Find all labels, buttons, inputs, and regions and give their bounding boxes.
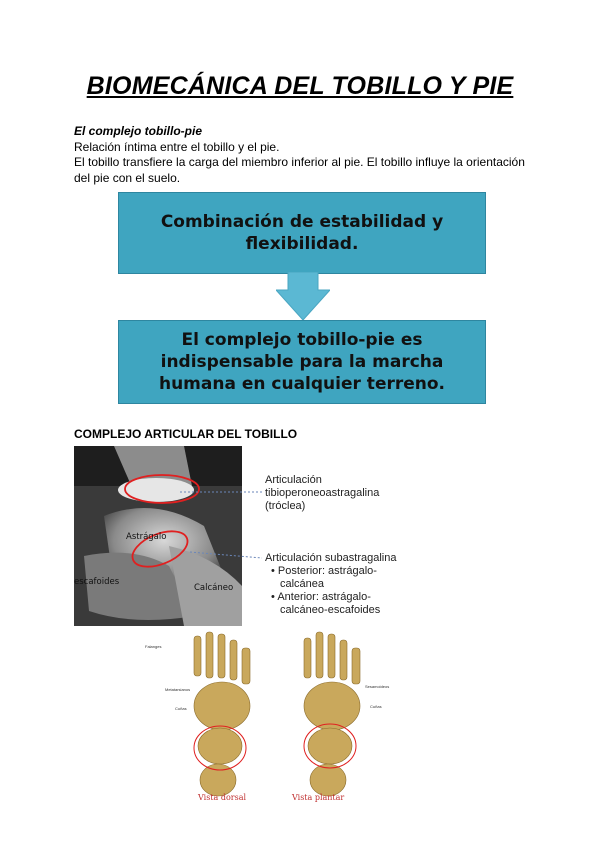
foot-bones-illustration bbox=[140, 628, 470, 804]
intro-block bbox=[74, 124, 544, 186]
annotation-bullet-2: • Anterior: astrágalo- calcáneo-escafoides bbox=[271, 591, 381, 616]
intro-line-1: Relación íntima entre el tobillo y el pie. bbox=[74, 139, 280, 154]
page-title: BIOMECÁNICA DEL TOBILLO Y PIE bbox=[86, 72, 514, 100]
flow-diagram bbox=[118, 192, 488, 410]
svg-text:Falanges: Falanges bbox=[145, 644, 162, 649]
svg-text:Cuñas: Cuñas bbox=[370, 704, 382, 709]
svg-text:Cuñas: Cuñas bbox=[175, 706, 187, 711]
intro-line-2: El tobillo transfiere la carga del miembro inferior al pie. El tobillo influye la orientación del pie con el suelo. bbox=[74, 155, 525, 185]
svg-text:Metatarsianos: Metatarsianos bbox=[165, 687, 191, 692]
svg-text:Sesamoideos: Sesamoideos bbox=[365, 684, 390, 689]
diagram-box-1: Combinación de estabilidad y flexibilidad. bbox=[118, 192, 486, 274]
annotation-pointers bbox=[180, 470, 270, 570]
down-arrow-icon bbox=[276, 272, 330, 322]
annotation-bullet-1: • Posterior: astrágalo- calcánea bbox=[271, 565, 377, 590]
xray-label-astragalo: Astrágalo bbox=[126, 532, 167, 542]
foot-plantar-image bbox=[291, 632, 389, 802]
foot-dorsal-image bbox=[145, 632, 250, 802]
label-vista-plantar: Vista plantar bbox=[292, 793, 345, 802]
annotation-tibioperoneo: Articulación tibioperoneoastragalina (tróclea) bbox=[265, 474, 380, 512]
section-heading: COMPLEJO ARTICULAR DEL TOBILLO bbox=[74, 427, 298, 441]
diagram-box-2: El complejo tobillo-pie es indispensable para la marcha humana en cualquier terreno. bbox=[118, 320, 486, 404]
xray-label-escafoides: escafoides bbox=[74, 577, 120, 587]
intro-subhead: El complejo tobillo-pie bbox=[74, 124, 203, 138]
xray-label-calcaneo: Calcáneo bbox=[194, 583, 234, 593]
annotation-subastragalina: Articulación subastragalina • Posterior: astrágalo- calcánea • Anterior: astrágalo- calcáneo-escafoides bbox=[265, 552, 397, 616]
label-vista-dorsal: Vista dorsal bbox=[198, 793, 247, 802]
